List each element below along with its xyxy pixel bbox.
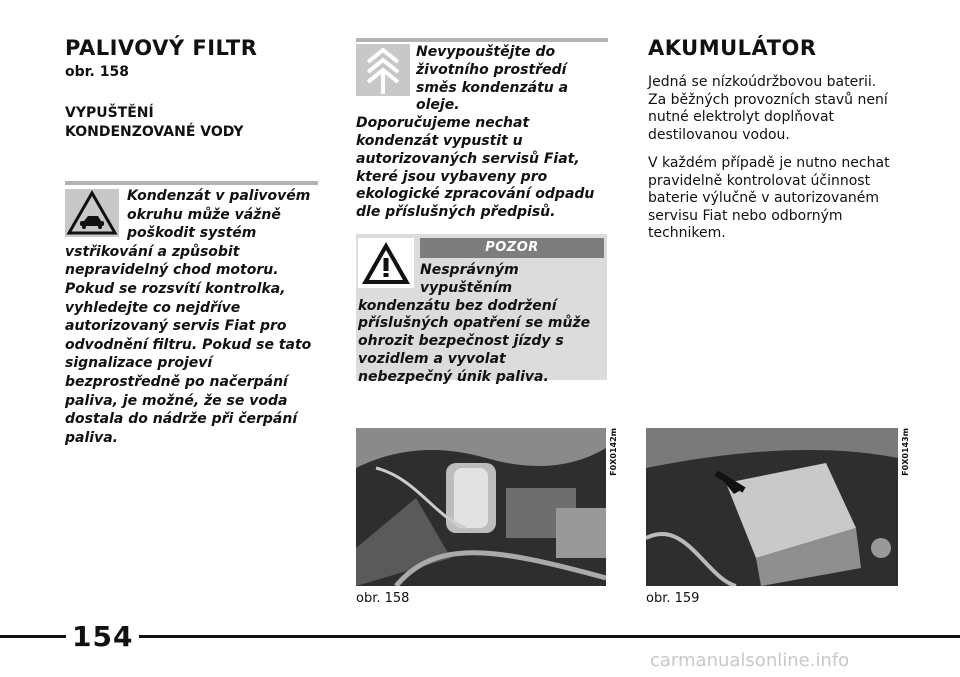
- environment-notice: [356, 44, 606, 222]
- caution-label: POZOR: [420, 238, 604, 258]
- section-title-battery: AKUMULÁTOR: [648, 36, 817, 60]
- figure-caption-158: obr. 158: [356, 591, 410, 606]
- battery-paragraph-1: Jedná se nízkoúdržbovou baterii. Za běžných provozních stavů není nutné elektrolyt doplňovat destilovanou vodou.: [648, 74, 888, 143]
- environment-lead: Nevypouštějte do životního prostředí směs kondenzátu a oleje.: [416, 44, 569, 114]
- subtitle-line-2: KONDENZOVANÉ VODY: [65, 124, 244, 140]
- caution-body: Nesprávným vypuštěním kondenzátu bez dodržení příslušných opatření se může ohrozit bezpečnost jízdy s vozidlem a vyvolat nebezpečný únik paliva.: [358, 262, 591, 385]
- page-number: 154: [66, 620, 139, 653]
- figure-code-159: F0X0143m: [901, 428, 910, 476]
- environment-body: Doporučujeme nechat kondenzát vypustit u autorizovaných servisů Fiat, které jsou vybaveny pro ekologické zpracování odpadu dle příslušných předpisů.: [356, 115, 595, 221]
- subsection-title: [65, 104, 315, 142]
- watermark: carmanualsonline.info: [650, 650, 850, 671]
- subtitle-line-1: VYPUŠTĚNÍ: [65, 105, 154, 121]
- battery-paragraph-2: V každém případě je nutno nechat pravidelně kontrolovat účinnost baterie výlučně v autorizovaném servisu Fiat nebo odborným technikem.: [648, 155, 890, 241]
- caution-text: [358, 262, 604, 387]
- warning-text-fuel: Kondenzát v palivovém okruhu může vážně poškodit systém vstřikování a způsobit nepravidelný chod motoru. Pokud se rozsvítí kontrolka, vyhledejte co nejdříve autorizovaný servis Fiat pro odvodnění filtru. Pokud se tato signalizace projeví bezprostředně po načerpání paliva, je možné, že se voda dostala do nádrže při čerpání paliva.: [65, 188, 312, 446]
- divider: [65, 181, 318, 185]
- figure-caption-159: obr. 159: [646, 591, 700, 606]
- engine-photo-fuel-filter: [356, 428, 606, 586]
- warning-block-fuel: [65, 187, 330, 447]
- footer-rule: [0, 635, 960, 638]
- engine-photo-battery: [646, 428, 898, 586]
- figure-reference: obr. 158: [65, 64, 129, 80]
- figure-code-158: F0X0142m: [609, 428, 618, 476]
- car-warning-icon: [65, 189, 119, 237]
- section-title-fuel-filter: PALIVOVÝ FILTR: [65, 36, 258, 60]
- divider: [356, 38, 608, 42]
